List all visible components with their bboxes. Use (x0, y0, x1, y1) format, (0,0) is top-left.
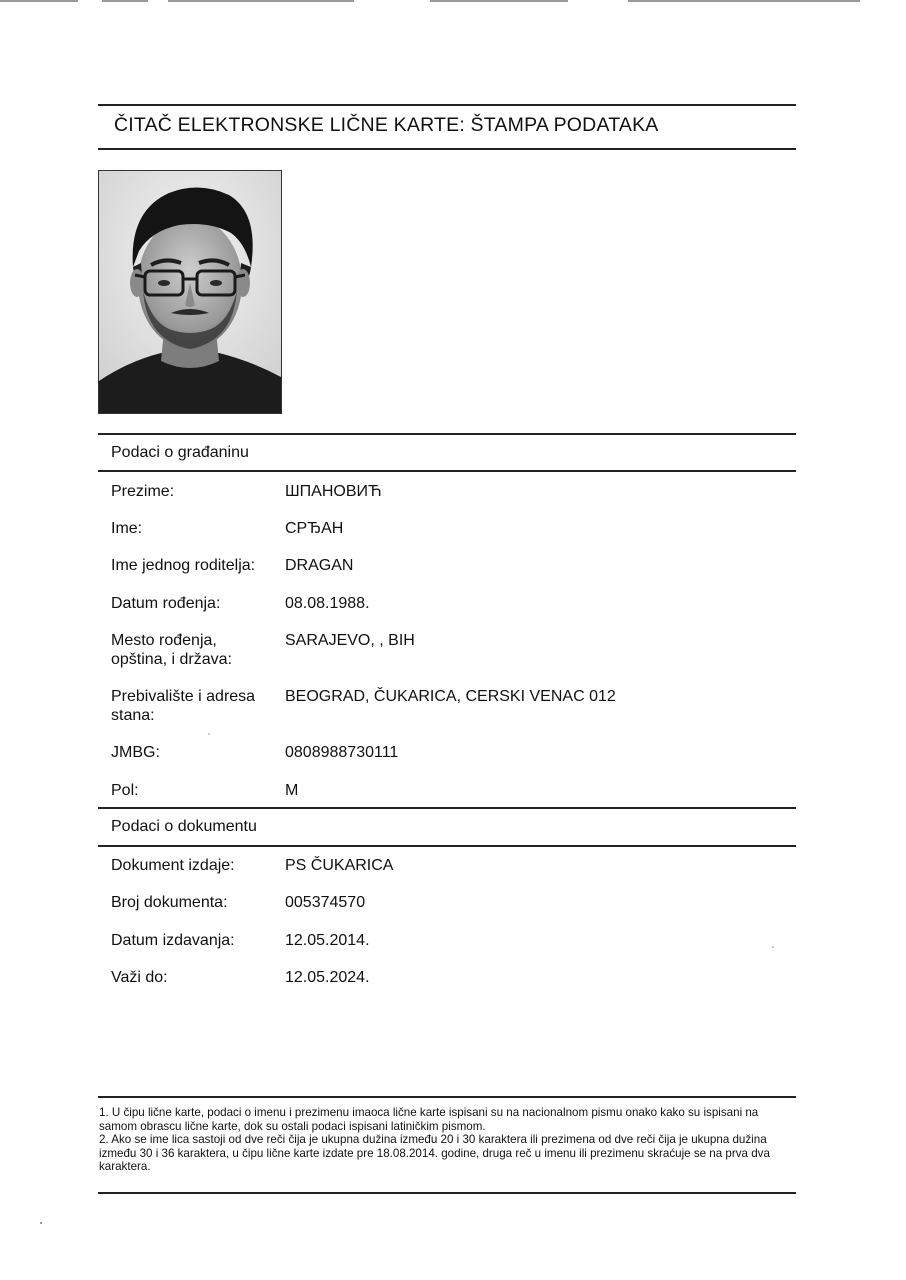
document-section-header-rule (98, 845, 796, 847)
holder-photo (98, 170, 282, 414)
field-label: Datum izdavanja: (111, 932, 235, 949)
field-value-sex: M (285, 782, 299, 799)
field-label-line: opština, i država: (111, 651, 232, 668)
field-value-issuer: PS ČUKARICA (285, 857, 394, 874)
field-label: Broj dokumenta: (111, 894, 228, 911)
citizen-section-header-rule (98, 470, 796, 472)
field-label-line: Mesto rođenja, (111, 632, 217, 649)
footnotes-top-rule (98, 1096, 796, 1098)
title-bottom-rule (98, 148, 796, 150)
field-label-line: Prebivalište i adresa (111, 688, 256, 705)
scan-edge-line (0, 0, 78, 2)
field-label-line: stana: (111, 707, 155, 724)
field-label (111, 687, 281, 725)
field-label: Važi do: (111, 969, 168, 986)
field-label: Datum rođenja: (111, 595, 221, 612)
scan-speck (772, 946, 774, 948)
field-value-jmbg: 0808988730111 (285, 744, 399, 761)
scan-edge-line (168, 0, 354, 2)
field-value-birth-date: 08.08.1988. (285, 595, 370, 612)
scan-speck (208, 733, 210, 735)
field-value-parent-name: DRAGAN (285, 557, 354, 574)
scan-edge-line (430, 0, 568, 2)
scan-speck (40, 1222, 42, 1224)
page-title: ČITAČ ELEKTRONSKE LIČNE KARTE: ŠTAMPA PODATAKA (114, 114, 659, 136)
field-label: Ime: (111, 520, 143, 537)
field-label: Prezime: (111, 483, 175, 500)
field-label: JMBG: (111, 744, 160, 761)
field-value-issue-date: 12.05.2014. (285, 932, 370, 949)
citizen-section-heading: Podaci o građaninu (111, 444, 249, 461)
field-label: Ime jednog roditelja: (111, 557, 256, 574)
footnote-2: 2. Ako se ime lica sastoji od dve reči čija je ukupna dužina između 20 i 30 karaktera ili prezimena od dve reči čija je ukupna dužina između 30 i 36 karaktera, u čipu lične karte izdate pre 18.08.2014. godine, druga reč u imenu ili prezimenu skraćuje se na prva dva karaktera. (99, 1133, 770, 1173)
document-section-heading: Podaci o dokumentu (111, 818, 257, 835)
field-value-address: BEOGRAD, ČUKARICA, CERSKI VENAC 012 (285, 688, 616, 705)
scan-edge-line (628, 0, 860, 2)
field-label: Dokument izdaje: (111, 857, 235, 874)
field-value-given-name: СРЂАН (285, 520, 344, 537)
footnote-1: 1. U čipu lične karte, podaci o imenu i prezimenu imaoca lične karte ispisani su na nacionalnom pismu onako kako su ispisani na samom obrascu lične karte, dok su ostali podaci ispisani latiničkim pismom. (99, 1106, 759, 1133)
title-top-rule (98, 104, 796, 106)
document-section-top-rule (98, 807, 796, 809)
field-value-surname: ШПАНОВИЋ (285, 483, 382, 500)
field-value-birth-place: SARAJEVO, , BIH (285, 632, 415, 649)
citizen-section-top-rule (98, 433, 796, 435)
footnotes-bottom-rule (98, 1192, 796, 1194)
field-value-valid-until: 12.05.2024. (285, 969, 370, 986)
field-label (111, 631, 281, 669)
footnotes (99, 1106, 793, 1174)
field-label: Pol: (111, 782, 139, 799)
field-value-document-number: 005374570 (285, 894, 366, 911)
portrait-image (99, 171, 281, 413)
scan-edge-line (102, 0, 148, 2)
